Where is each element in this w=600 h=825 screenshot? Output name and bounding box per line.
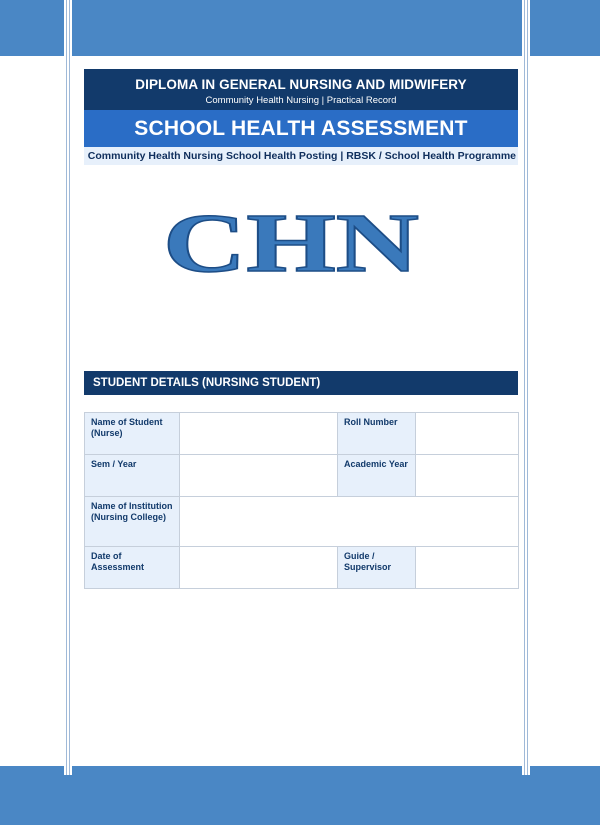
institution-label: Name of Institution (Nursing College)	[85, 497, 180, 547]
table-row	[85, 547, 519, 589]
name-of-student-label: Name of Student (Nurse)	[85, 413, 180, 455]
chn-logo-text: CHN	[163, 197, 419, 281]
date-of-assessment-label: Date of Assessment	[85, 547, 180, 589]
course-header	[84, 69, 518, 110]
guide-supervisor-field[interactable]	[416, 547, 519, 589]
academic-year-field[interactable]	[416, 455, 519, 497]
roll-number-label: Roll Number	[338, 413, 416, 455]
course-subtitle: Community Health Nursing | Practical Record	[205, 95, 397, 106]
name-of-student-field[interactable]	[180, 413, 338, 455]
right-page-rail	[522, 0, 530, 775]
academic-year-label: Academic Year	[338, 455, 416, 497]
student-details-table	[84, 412, 519, 589]
roll-number-field[interactable]	[416, 413, 519, 455]
table-row	[85, 455, 519, 497]
top-border-band	[0, 0, 600, 56]
guide-supervisor-label: Guide / Supervisor	[338, 547, 416, 589]
course-title: DIPLOMA IN GENERAL NURSING AND MIDWIFERY	[135, 77, 467, 92]
chn-logo	[160, 195, 422, 281]
assessment-title: SCHOOL HEALTH ASSESSMENT	[84, 110, 518, 147]
posting-strip: Community Health Nursing School Health Posting | RBSK / School Health Programme	[84, 147, 518, 165]
student-details-header: STUDENT DETAILS (NURSING STUDENT)	[84, 371, 518, 395]
date-of-assessment-field[interactable]	[180, 547, 338, 589]
left-page-rail	[64, 0, 72, 775]
table-row	[85, 497, 519, 547]
bottom-border-band	[0, 766, 600, 825]
sem-year-label: Sem / Year	[85, 455, 180, 497]
institution-field[interactable]	[180, 497, 519, 547]
table-row	[85, 413, 519, 455]
sem-year-field[interactable]	[180, 455, 338, 497]
